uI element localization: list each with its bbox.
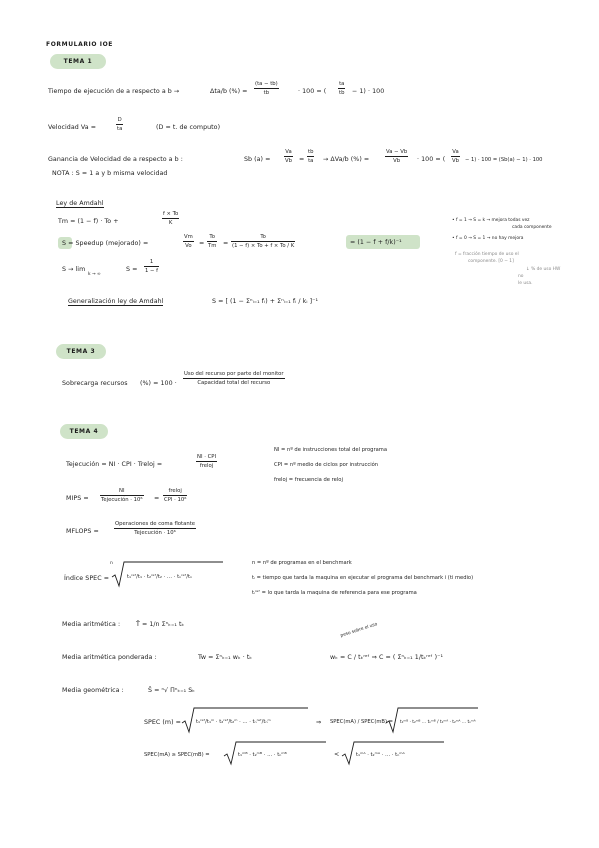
specm-arrow: ⇒ [316,719,322,726]
amdahl-speedup-result: = (1 − f + f/k)⁻¹ [350,239,402,246]
sobrecarga-lhs: (%) = 100 · [140,380,177,387]
nota-line: NOTA : S = 1 a y b misma velocidad [52,170,168,177]
fraction-numerator: (ta − tb) [255,81,278,87]
peso-note: peso sobre el uso [340,622,379,639]
amdahl-title: Ley de Amdahl [56,200,104,207]
def-tiref: tᵢʳᵉᶠ = lo que tarda la maquina de referencia para ese programa [252,590,417,596]
sobrecarga-label: Sobrecarga recursos [62,380,128,387]
peso-formula: wₖ = C / tₖʳᵉᶠ ⇒ C = ( Σⁿₖ₌₁ 1/tₖʳᵉᶠ )⁻¹ [330,654,444,661]
amdahl-general-label: Generalización ley de Amdahl [68,298,164,305]
ganancia-end: − 1) · 100 = (Sb(a) − 1) · 100 [465,157,543,163]
tiempo-ejecucion-fraction [254,81,279,96]
equals-sign: = [223,240,229,247]
fraction-numerator: 1 [149,259,154,265]
spec-inequality-lt: < [334,751,340,758]
amdahl-tm-lhs: Tm = (1 − f) · To + [58,218,119,225]
fraction-numerator: Operaciones de coma flotante [115,521,196,527]
amdahl-speedup-fraction-full [231,234,295,249]
sobrecarga-fraction [183,371,285,386]
specm-ratio: SPEC(mA) / SPEC(mB) = [330,719,393,725]
amdahl-limit-mid: S = [126,266,138,273]
fraction-numerator: NI [118,488,125,494]
media-ponderada-label: Media aritmética ponderada : [62,654,157,661]
fraction-numerator: Va [285,149,292,155]
tejecucion-fraction [196,454,217,469]
equals-sign: = [199,240,205,247]
fraction-numerator: NI · CPI [197,454,217,460]
spec-inequality-radicand-2: t₁ᵐᴬ · t₂ᵐᴬ · … · tₙᵐᴬ [356,752,405,758]
fraction-denominator: ta [308,157,314,164]
fraction-denominator: Vb [452,157,459,164]
ganancia-mid: · 100 = ( [417,156,446,163]
specm-lhs: SPEC (m) = [144,719,181,726]
tiempo-ejecucion-lhs: Δta/b (%) = [210,88,248,95]
fraction-denominator: Tejecución · 10⁶ [101,496,143,503]
section-tema4-badge: TEMA 4 [60,424,108,439]
fraction-numerator: Uso del recurso por parte del monitor [184,371,284,377]
fraction-numerator: Va [452,149,459,155]
amdahl-note-f1b: cada componente [512,225,552,230]
fraction-numerator: D [117,117,122,123]
fraction-numerator: To [260,234,266,240]
amdahl-limit-lhs: S → lim [62,266,86,273]
media-geometrica-formula: S̄ = ⁿ√ Πⁿₖ₌₁ Sₖ [148,687,196,694]
spec-inequality-radicand: t₁ᵐᴮ · t₂ᵐᴮ · … · tₙᵐᴮ [238,752,287,758]
fraction-denominator: Vb [285,157,292,164]
section-tema3-badge: TEMA 3 [56,344,106,359]
fraction-numerator: freloj [168,488,182,494]
ganancia-label: Ganancia de Velocidad de a respecto a b : [48,156,183,163]
mips-lhs: MIPS = [66,495,89,502]
amdahl-speedup-label: S = Speedup (mejorado) = [62,240,149,247]
tiempo-ratio-fraction [338,81,345,96]
amdahl-speedup-fraction-t [207,234,217,249]
fraction-denominator: Vo [185,242,192,249]
mflops-fraction [114,521,196,536]
def-freloj: freloj = frecuencia de reloj [274,477,343,483]
fraction-denominator: (1 − f) × To + f × To / K [232,242,295,249]
fraction-numerator: tb [308,149,314,155]
media-aritmetica-formula: T̄ = 1/n Σⁿₖ₌₁ tₖ [136,621,185,628]
amdahl-grey-note-5: le usa. [518,281,533,286]
fraction-denominator: tb [263,89,270,96]
fraction-denominator: freloj [199,462,214,469]
spec-radicand: t₁ʳᵉᶠ/t₁ · t₂ʳᵉᶠ/t₂ · … · tₙʳᵉᶠ/tₙ [127,574,193,580]
fraction-numerator: ta [339,81,345,87]
mips-fraction-1 [100,488,144,503]
fraction-denominator: CPI · 10⁶ [164,496,187,503]
amdahl-note-f1: • f = 1 → S = k → mejora todas vez [452,218,530,223]
ganancia-fraction-delta [385,149,408,164]
media-geometrica-label: Media geométrica : [62,687,124,694]
ganancia-arrow: → ΔVa/b (%) = [323,156,370,163]
fraction-denominator: Tm [208,242,217,249]
fraction-denominator: K [168,219,173,226]
media-aritmetica-label: Media aritmética : [62,621,121,628]
mflops-lhs: MFLOPS = [66,528,99,535]
tiempo-ejecucion-label: Tiempo de ejecución de a respecto a b → [48,88,180,95]
amdahl-grey-note-2: componente. [0 − 1] [468,259,514,264]
amdahl-grey-note-3: ↓ % de uso HW [526,267,561,272]
fraction-numerator: Vm [184,234,193,240]
tiempo-ejecucion-mid: · 100 = ( [298,88,327,95]
amdahl-limit-sub: k → ∞ [88,272,101,277]
def-n: n = nº de programas en el benchmark [252,560,352,566]
amdahl-tm-fraction [162,211,179,226]
ganancia-fraction-ratio [451,149,460,164]
def-cpi: CPI = nº medio de ciclos por instrucción [274,462,379,468]
amdahl-grey-note-1: f = fracción tiempo de uso el [455,252,519,257]
fraction-numerator: f × To [163,211,179,217]
spec-root-index: n [110,561,113,566]
section-tema1-badge: TEMA 1 [50,54,106,69]
amdahl-speedup-fraction-v [183,234,194,249]
fraction-denominator: ta [117,125,123,132]
amdahl-grey-note-4: no [518,274,524,279]
fraction-denominator: Vb [393,157,401,164]
fraction-denominator: tb [339,89,345,96]
fraction-denominator: 1 − f [145,267,159,274]
def-ni: NI = nº de instrucciones total del programa [274,447,388,453]
spec-inequality-lhs: SPEC(mA) ≥ SPEC(mB) = [144,752,210,758]
fraction-numerator: To [209,234,215,240]
specm-ratio-radicand: t₁ᵐᴮ · t₂ᵐᴮ … tₙᵐᴮ / t₁ᵐᴬ · t₂ᵐᴬ … tₙᵐᴬ [400,720,476,725]
fraction-denominator: Capacidad total del recurso [197,379,271,386]
mips-equals: = [154,495,160,502]
amdahl-general-formula: S = [ (1 − Σⁿᵢ₌₁ fᵢ) + Σⁿᵢ₌₁ fᵢ / kᵢ ]⁻¹ [212,298,319,305]
ganancia-equals: = [299,156,305,163]
velocidad-fraction [116,117,123,132]
media-ponderada-formula: Tw = Σⁿₖ₌₁ wₖ · tₖ [198,654,253,661]
specm-radicand: t₁ʳᵉᶠ/t₁ᵐ · t₂ʳᵉᶠ/t₂ᵐ · … · tₙʳᵉᶠ/tₙᵐ [196,719,271,725]
amdahl-limit-fraction [144,259,159,274]
ganancia-fraction-v [284,149,293,164]
fraction-denominator: Tejecución · 10⁶ [134,529,176,536]
spec-index-lhs: Índice SPEC = [64,575,110,582]
fraction-numerator: Va − Vb [386,149,408,155]
page-title: FORMULARIO IOE [46,41,114,48]
velocidad-note: (D = t. de computo) [156,124,221,131]
ganancia-lhs: Sb (a) = [244,156,271,163]
def-ti: tᵢ = tiempo que tarda la maquina en ejecutar el programa del benchmark i (ti medio) [252,575,474,581]
tejecucion-lhs: Tejecución = NI · CPI · Treloj = [66,461,163,468]
tiempo-ejecucion-end: − 1) · 100 [352,88,385,95]
velocidad-label: Velocidad Va = [48,124,97,131]
amdahl-note-f0: • f = 0 → S = 1 → no hay mejora [452,236,524,241]
ganancia-fraction-t [307,149,314,164]
mips-fraction-2 [163,488,187,503]
